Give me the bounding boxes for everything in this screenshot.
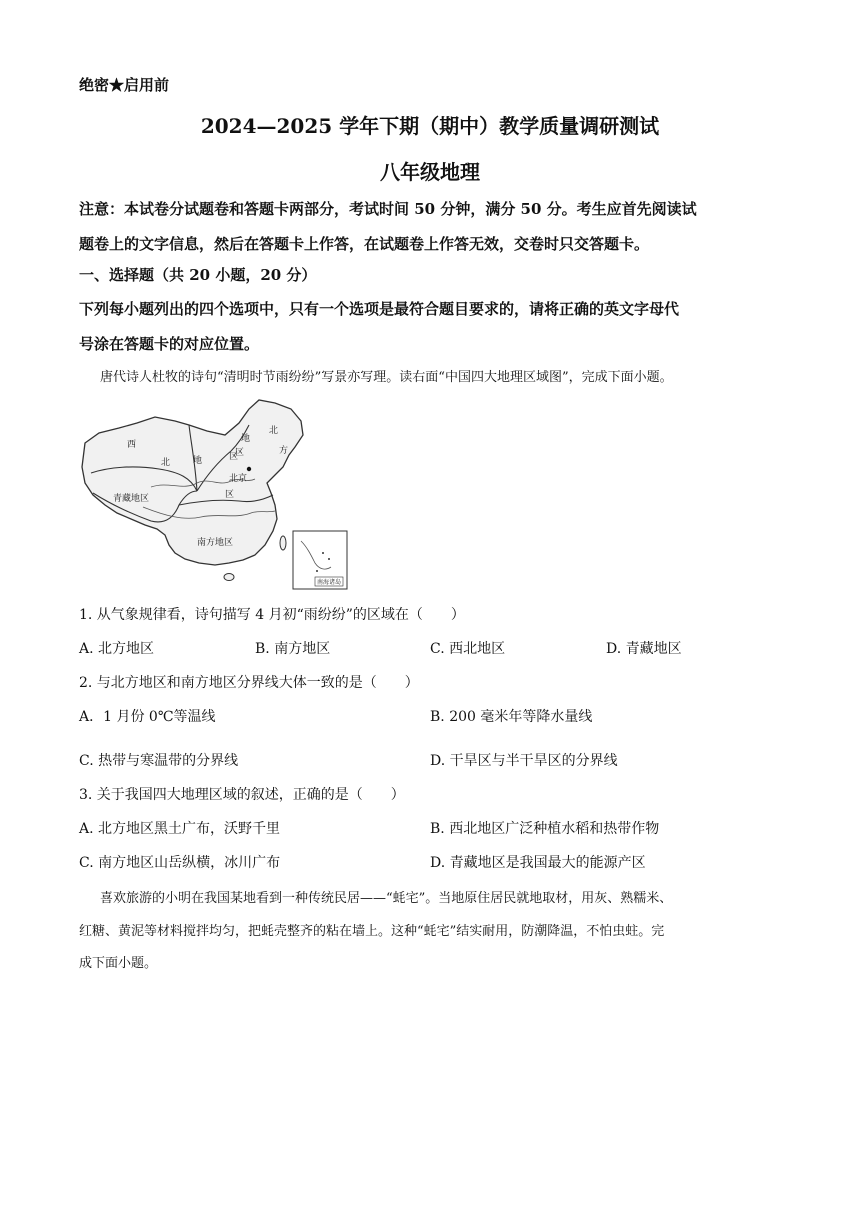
secret-mark: 绝密★启用前	[79, 76, 170, 94]
q3-option-b[interactable]: B. 西北地区广泛种植水稻和热带作物	[430, 821, 660, 837]
label-north-bei: 北	[269, 426, 279, 436]
q1-option-c[interactable]: C. 西北地区	[430, 641, 506, 657]
label-north-fang: 方	[279, 446, 289, 456]
label-north-qu2: 区	[225, 490, 235, 500]
q2-option-c[interactable]: C. 热带与寒温带的分界线	[79, 753, 239, 769]
intro-paragraph-1: 唐代诗人杜牧的诗句“清明时节雨纷纷”写景亦写理。读右面“中国四大地理区域图”，完成下面小题。	[100, 370, 673, 385]
q2-option-a[interactable]: A．1 月份 0℃等温线	[79, 709, 216, 725]
section-heading: 一、选择题（共 20 小题，20 分）	[79, 266, 317, 284]
exam-subtitle: 八年级地理	[380, 160, 480, 184]
label-qu: 区	[229, 452, 239, 462]
q3-option-c[interactable]: C. 南方地区山岳纵横，冰川广布	[79, 855, 281, 871]
hainan-island	[224, 574, 234, 581]
q2-option-d[interactable]: D. 干旱区与半干旱区的分界线	[430, 753, 618, 769]
label-inset: 南海诸岛	[317, 579, 342, 586]
inset-island-2	[328, 558, 330, 560]
label-bei: 北	[161, 458, 171, 468]
q1-option-b[interactable]: B. 南方地区	[255, 641, 331, 657]
label-qingzang: 青藏地区	[113, 494, 150, 504]
china-outline	[82, 400, 303, 565]
q1-option-a[interactable]: A. 北方地区	[79, 641, 155, 657]
question-3-stem: 3. 关于我国四大地理区域的叙述，正确的是（ ）	[79, 787, 405, 803]
notice-line-1: 注意：本试卷分试题卷和答题卡两部分，考试时间 50 分钟，满分 50 分。考生应首先阅读试	[79, 200, 697, 218]
intro-paragraph-2-line-1: 喜欢旅游的小明在我国某地看到一种传统民居——“蚝宅”。当地原住居民就地取材，用灰、熟糯米、	[100, 891, 673, 906]
exam-title: 2024—2025 学年下期（期中）教学质量调研测试	[200, 114, 660, 138]
notice-line-2: 题卷上的文字信息，然后在答题卡上作答，在试题卷上作答无效，交卷时只交答题卡。	[79, 235, 650, 253]
china-regions-map	[79, 395, 351, 595]
inset-island-1	[322, 552, 324, 554]
question-2-stem: 2. 与北方地区和南方地区分界线大体一致的是（ ）	[79, 675, 419, 691]
q1-option-d[interactable]: D. 青藏地区	[606, 641, 682, 657]
label-beijing: 北京	[229, 474, 248, 484]
question-1-stem: 1. 从气象规律看，诗句描写 4 月初“雨纷纷”的区域在（ ）	[79, 607, 465, 623]
label-nanfang: 南方地区	[197, 538, 234, 548]
label-north-di: 地	[241, 434, 251, 444]
section-instruction-2: 号涂在答题卡的对应位置。	[79, 335, 260, 353]
q2-option-b[interactable]: B. 200 毫米年等降水量线	[430, 709, 593, 725]
china-map-svg	[79, 395, 351, 595]
beijing-marker	[247, 467, 251, 471]
label-di: 地	[193, 456, 203, 466]
section-instruction-1: 下列每小题列出的四个选项中，只有一个选项是最符合题目要求的，请将正确的英文字母代	[79, 300, 680, 318]
q3-option-d[interactable]: D. 青藏地区是我国最大的能源产区	[430, 855, 646, 871]
inset-island-3	[316, 570, 318, 572]
q3-option-a[interactable]: A. 北方地区黑土广布，沃野千里	[79, 821, 281, 837]
label-xi: 西	[127, 440, 137, 450]
label-north-qu: 区	[235, 448, 245, 458]
intro-paragraph-2-line-3: 成下面小题。	[79, 956, 158, 971]
taiwan-island	[280, 536, 286, 550]
intro-paragraph-2-line-2: 红糖、黄泥等材料搅拌均匀，把蚝壳整齐的粘在墙上。这种“蚝宅”结实耐用，防潮降温，不怕虫蛀。完	[79, 924, 665, 939]
